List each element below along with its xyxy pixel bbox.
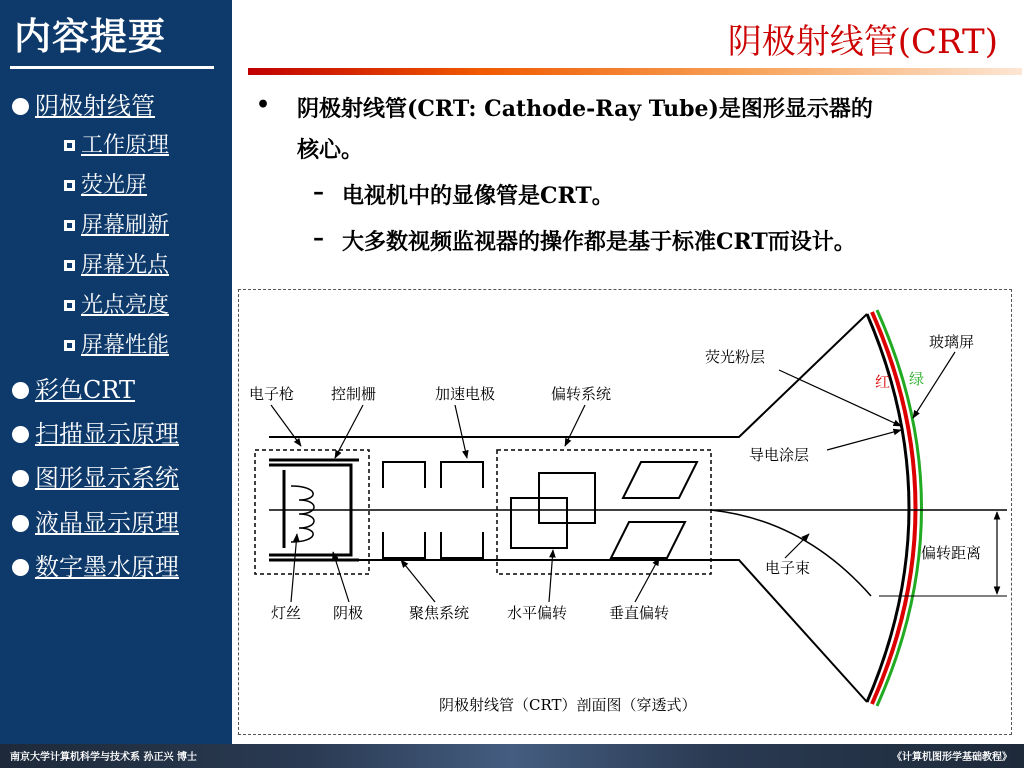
sub-bullet-2: 大多数视频监视器的操作都是基于标准CRT而设计。: [342, 229, 856, 255]
label-phosphor-layer: 荧光粉层: [705, 348, 766, 366]
electrode-1-bottom: [383, 532, 425, 558]
sidebar-item-spot-brightness[interactable]: [64, 288, 169, 319]
sidebar-item-lcd-principle[interactable]: [12, 503, 179, 538]
square-bullet-icon: [64, 260, 75, 271]
sidebar-item-working-principle[interactable]: [64, 128, 169, 159]
square-bullet-icon: [64, 220, 75, 231]
label-electron-beam: 电子束: [765, 559, 811, 577]
tube-outline-bottom: [269, 560, 867, 702]
label-focusing-system: 聚焦系统: [409, 604, 470, 622]
sub-bullet-1: 电视机中的显像管是CRT。: [342, 183, 614, 209]
sidebar-item-color-crt[interactable]: [12, 370, 135, 405]
arrow-electron-gun: [271, 405, 301, 446]
square-bullet-icon: [64, 140, 75, 151]
label-glass-screen: 玻璃屏: [929, 333, 975, 351]
sidebar-item-label: 扫描显示原理: [35, 420, 179, 448]
dash-marker: –: [313, 179, 324, 205]
page-title: 阴极射线管(CRT): [727, 22, 998, 62]
sidebar-item-e-ink-principle[interactable]: [12, 547, 179, 582]
electron-beam: [711, 510, 871, 596]
bullet-icon: [12, 515, 29, 532]
diagram-caption: 阴极射线管（CRT）剖面图（穿透式）: [439, 696, 697, 714]
sidebar-item-label: 液晶显示原理: [35, 509, 179, 537]
vertical-deflection-plate-2: [611, 522, 685, 558]
label-accel-electrode: 加速电极: [435, 385, 496, 403]
sidebar-item-scan-display[interactable]: [12, 414, 179, 449]
sidebar-item-label: 工作原理: [81, 133, 170, 158]
footer-left-text: 南京大学计算机科学与技术系 孙正兴 博士: [10, 752, 197, 763]
sidebar-item-label: 彩色CRT: [35, 376, 136, 404]
sidebar-title: 内容提要: [14, 15, 166, 58]
label-deflection-distance: 偏转距离: [921, 544, 982, 562]
footer-bar: [0, 744, 1024, 768]
label-horizontal-deflection: 水平偏转: [507, 604, 568, 622]
arrow-electron-beam: [785, 534, 809, 558]
label-electron-gun: 电子枪: [249, 385, 295, 403]
bullet-icon: [12, 559, 29, 576]
sidebar-item-label: 数字墨水原理: [35, 553, 179, 581]
arrow-vertical-deflection: [635, 558, 659, 602]
title-underline-bar: [248, 68, 1022, 75]
sidebar: [0, 0, 232, 744]
sidebar-item-label: 图形显示系统: [35, 464, 179, 492]
square-bullet-icon: [64, 300, 75, 311]
electrode-1-top: [383, 462, 425, 488]
sidebar-item-screen-refresh[interactable]: [64, 208, 169, 239]
sidebar-item-screen-performance[interactable]: [64, 328, 169, 359]
sidebar-item-graphics-display[interactable]: [12, 458, 179, 493]
filament-coil: [291, 486, 314, 542]
sidebar-item-screen-spot[interactable]: [64, 248, 169, 279]
bullet-text-line2: 核心。: [297, 137, 364, 163]
arrow-filament: [291, 534, 297, 602]
bullet-icon: [12, 426, 29, 443]
sidebar-item-label: 光点亮度: [81, 293, 170, 318]
label-filament: 灯丝: [271, 604, 302, 622]
label-red: 红: [875, 373, 891, 391]
square-bullet-icon: [64, 340, 75, 351]
vertical-deflection-plate-1: [623, 462, 697, 498]
bullet-icon: [12, 382, 29, 399]
bullet-icon: [12, 470, 29, 487]
electrode-2-bottom: [441, 532, 483, 558]
sidebar-item-label: 阴极射线管: [35, 92, 155, 120]
electrode-2-top: [441, 462, 483, 488]
crt-diagram-svg: [239, 290, 1011, 734]
dash-marker: –: [313, 225, 324, 251]
sidebar-item-label: 屏幕性能: [81, 333, 170, 358]
sidebar-item-label: 荧光屏: [81, 173, 148, 198]
label-vertical-deflection: 垂直偏转: [609, 604, 670, 622]
label-green: 绿: [909, 370, 925, 388]
arrow-conductive-coating: [827, 430, 901, 450]
sidebar-item-label: 屏幕刷新: [81, 213, 170, 238]
bullet-marker: •: [256, 92, 271, 118]
tube-outline: [269, 314, 867, 437]
arrow-deflection-system: [565, 405, 585, 446]
arrow-accel-electrode: [455, 405, 467, 458]
arrow-horizontal-deflection: [549, 550, 553, 602]
arrow-focusing-system: [401, 560, 435, 602]
label-control-grid: 控制栅: [331, 385, 377, 403]
deflection-system-box: [497, 450, 711, 574]
label-cathode: 阴极: [333, 604, 364, 622]
sidebar-item-label: 屏幕光点: [81, 253, 170, 278]
crt-diagram: [238, 289, 1012, 735]
bullet-text-line1: 阴极射线管(CRT: Cathode-Ray Tube)是图形显示器的: [297, 96, 873, 122]
label-deflection-system: 偏转系统: [551, 385, 612, 403]
square-bullet-icon: [64, 180, 75, 191]
label-conductive-coating: 导电涂层: [749, 446, 810, 464]
sidebar-divider: [10, 66, 214, 69]
bullet-icon: [12, 98, 29, 115]
sidebar-item-phosphor-screen[interactable]: [64, 168, 147, 199]
footer-right-text: 《计算机图形学基础教程》: [892, 752, 1012, 763]
sidebar-item-crt[interactable]: [12, 86, 155, 121]
